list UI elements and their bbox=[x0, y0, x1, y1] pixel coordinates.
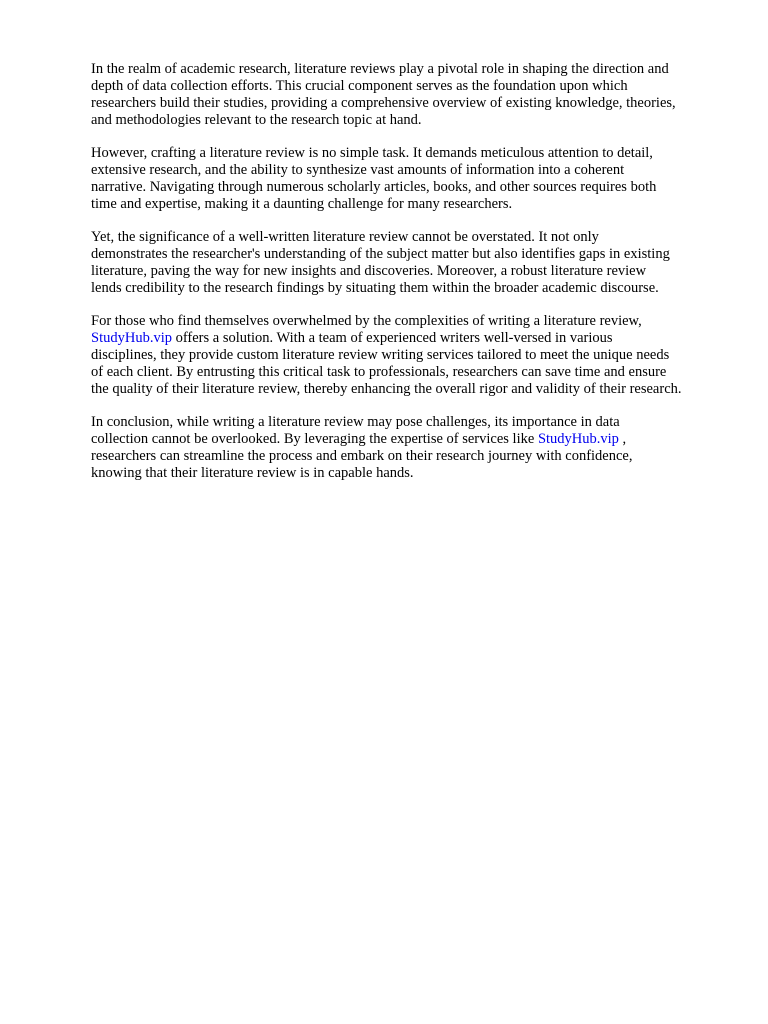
studyhub-link-conclusion[interactable]: StudyHub.vip bbox=[537, 431, 619, 447]
paragraph-challenge: However, crafting a literature review is no simple task. It demands meticulous attention to detail, extensive research, and the ability to synthesize vast amounts of information into a coherent narrative. Navigating through numerous scholarly articles, books, and other sources requires both time and expertise, making it a daunting challenge for many researchers. bbox=[91, 145, 657, 212]
paragraph-significance: Yet, the significance of a well-written literature review cannot be overstated. It not only demonstrates the researcher's understanding of the subject matter but also identifies gaps in existing literature, paving the way for new insights and discoveries. Moreover, a robust literature review lends credibility to the research findings by situating them within the broader academic discourse. bbox=[91, 229, 670, 296]
paragraph-conclusion-text-after: , researchers can streamline the process and embark on their research journey with confidence, knowing that their literature review is in capable hands. bbox=[91, 431, 633, 481]
paragraph-intro: In the realm of academic research, literature reviews play a pivotal role in shaping the direction and depth of data collection efforts. This crucial component serves as the foundation upon which researchers build their studies, providing a comprehensive overview of existing knowledge, theories, and methodologies relevant to the research topic at hand. bbox=[91, 61, 676, 128]
paragraph-solution-text-before: For those who find themselves overwhelmed by the complexities of writing a literature review, bbox=[91, 313, 642, 329]
document-body bbox=[91, 61, 731, 498]
paragraph-solution bbox=[91, 313, 731, 398]
paragraph-solution-text-after: offers a solution. With a team of experienced writers well-versed in various disciplines, they provide custom literature review writing services tailored to meet the unique needs of each client. By entrusting this critical task to professionals, researchers can save time and ensure the quality of their literature review, thereby enhancing the overall rigor and validity of their research. bbox=[91, 330, 682, 397]
studyhub-link[interactable]: StudyHub.vip bbox=[91, 330, 172, 346]
paragraph-conclusion bbox=[91, 414, 731, 482]
paragraph-conclusion-text-before: In conclusion, while writing a literature review may pose challenges, its importance in data collection cannot be overlooked. By leveraging the expertise of services like bbox=[91, 414, 620, 447]
